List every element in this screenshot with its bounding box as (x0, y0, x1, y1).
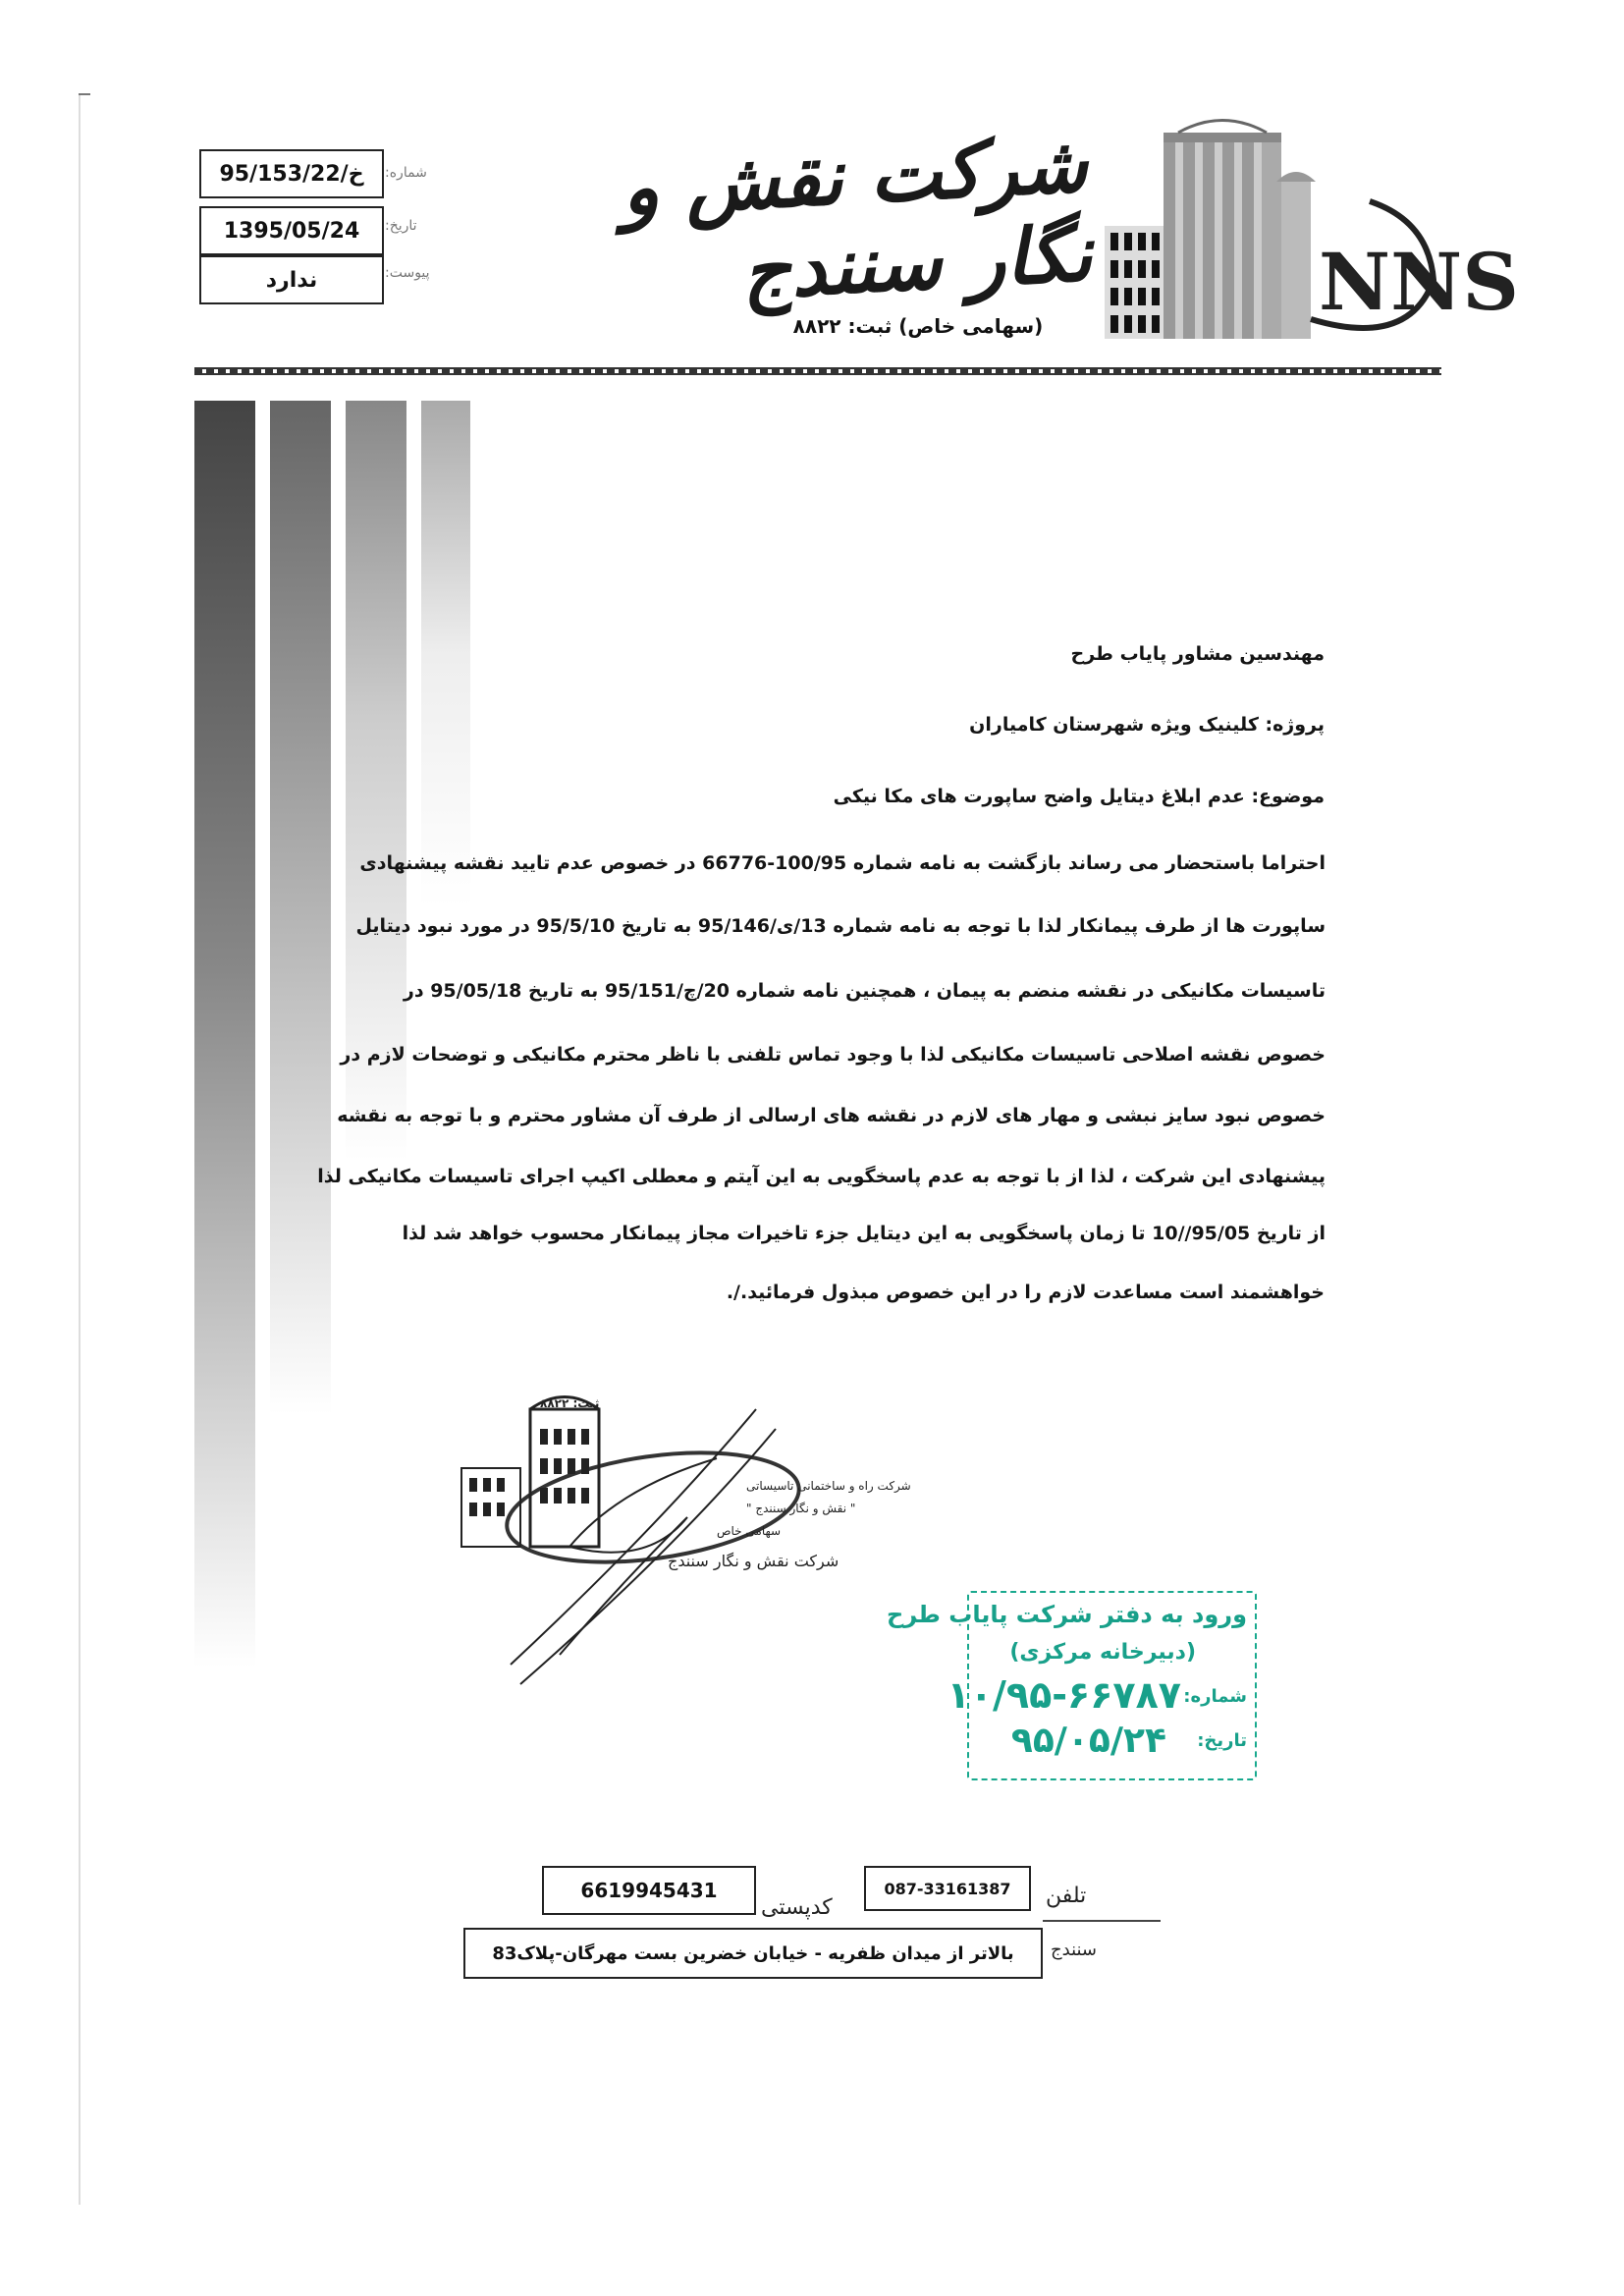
seal-line-2: " نقش و نگار سنندج " (746, 1502, 856, 1515)
recipient: مهندسین مشاور پایاب طرح (1070, 643, 1325, 665)
phone-underline (1043, 1920, 1161, 1922)
attachment-label: پیوست: (385, 265, 430, 281)
body-line-8: خواهشمند است مساعدت لازم را در این خصوص مبذول فرمائید./. (726, 1282, 1325, 1303)
subject-line: موضوع: عدم ابلاغ دیتایل واضح ساپورت های مکا نیکی (833, 786, 1325, 807)
seal-line-3: سهامی خاص (717, 1524, 782, 1538)
postal-code-box: 6619945431 (542, 1866, 756, 1915)
seal-registration: ثبت: ۸۸۲۲ (540, 1396, 600, 1410)
company-registration: (سهامی خاص) ثبت: ۸۸۲۲ (792, 314, 1044, 338)
corner-mark (79, 93, 90, 95)
letter-number-label: شماره: (385, 165, 427, 181)
address-box: بالاتر از میدان ظفریه - خیابان خضرین بست مهرگان-پلاک83 (463, 1928, 1043, 1979)
seal-signature-text: شرکت نقش و نگار سنندج (668, 1552, 839, 1570)
company-seal (422, 1370, 911, 1694)
stamp-title: ورود به دفتر شرکت پایاب طرح (887, 1601, 1247, 1628)
building-icon (1105, 121, 1316, 340)
stamp-subtitle: (دبیرخانه مرکزی) (1009, 1640, 1196, 1665)
project-line: پروژه: کلینیک ویژه شهرستان کامیاران (969, 714, 1325, 736)
body-line-6: پیشنهادی این شرکت ، لذا از با توجه به عدم پاسخگویی به این آیتم و معطلی اکیپ اجرای تاسیسات مکانیکی لذا (317, 1166, 1326, 1187)
phone-box: 087-33161387 (864, 1866, 1031, 1911)
company-name: شرکت نقش و نگار سنندج (619, 120, 1095, 317)
letter-date-label: تاریخ: (385, 218, 417, 234)
city-label: سنندج (1051, 1940, 1098, 1960)
logo-text: NNS (1319, 236, 1520, 328)
body-line-4: خصوص نقشه اصلاحی تاسیسات مکانیکی لذا با وجود تماس تلفنی با ناظر محترم مکانیکی و توضحات لازم در (340, 1044, 1326, 1066)
attachment-value: ندارد (199, 255, 384, 304)
decor-stripe-2 (270, 401, 331, 1667)
stamp-number-value: ۱۰/۹۵-۶۶۷۸۷ (947, 1673, 1181, 1717)
stamp-date-value: ۹۵/۰۵/۲۴ (1010, 1721, 1166, 1761)
phone-label: تلفن (1046, 1884, 1087, 1908)
body-line-5: خصوص نبود سایز نبشی و مهار های لازم در نقشه های ارسالی از طرف آن مشاور محترم و با توجه به نقشه (337, 1105, 1326, 1126)
company-logo (1075, 123, 1520, 358)
body-line-7: از تاریخ 95/05//10 تا زمان پاسخگویی به این دیتایل جزء تاخیرات مجاز پیمانکار محسوب خواهد شد لذا (402, 1223, 1326, 1244)
page-border (79, 93, 81, 2205)
decor-stripe-3 (346, 401, 406, 1667)
decor-stripe-1 (194, 401, 255, 1667)
receipt-stamp (887, 1591, 1257, 1780)
body-line-1: احتراما باستحضار می رساند بازگشت به نامه شماره 100/95-66776 در خصوص عدم تایید نقشه پیشنهادی (359, 852, 1326, 874)
header-separator (194, 367, 1441, 375)
letter-date-value: 1395/05/24 (199, 206, 384, 255)
postal-code-label: کدپستی (761, 1895, 833, 1920)
stamp-number-label: شماره: (1183, 1686, 1247, 1707)
body-line-2: ساپورت ها از طرف پیمانکار لذا با توجه به نامه شماره 13/ی/95/146 به تاریخ 95/5/10 در مورد نبود دیتایل (355, 915, 1326, 937)
stamp-date-label: تاریخ: (1197, 1730, 1247, 1751)
body-line-3: تاسیسات مکانیکی در نقشه منضم به پیمان ، همچنین نامه شماره 20/چ/95/151 به تاریخ 95/05/18 در (403, 980, 1326, 1002)
seal-line-1: شرکت راه و ساختمانی تاسیساتی (746, 1479, 911, 1493)
letter-number-value: 95/153/خ/22 (199, 149, 384, 198)
